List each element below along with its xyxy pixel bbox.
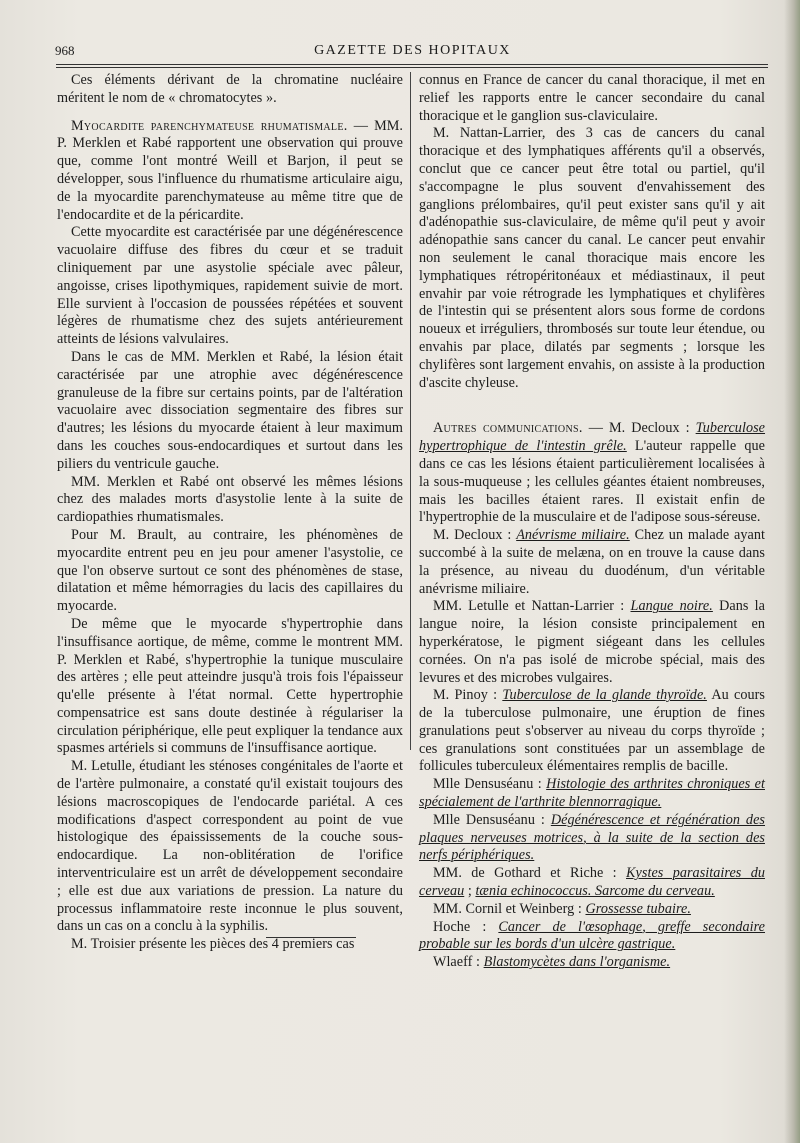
paragraph: Cette myocardite est caractérisée par une dégénérescence vacuolaire diffuse des fibres du cœur et se traduit cliniquement par une asystolie spéciale avec pâleur, angoisse, crises lipothymiques, rapidement suivie de mort. Elle survient à l'occasion de poussées répétées et souvent légères de rhumatisme chez des sujets antérieurement atteints de lésions valvulaires. [57, 224, 403, 348]
work-title: Langue noire. [630, 598, 713, 615]
communication-item: MM. de Gothard et Riche : Kystes parasitaires du cerveau ; tænia echinococcus. Sarcome du cerveau. [419, 865, 765, 900]
communication-item: MM. Cornil et Weinberg : Grossesse tubaire. [433, 900, 691, 917]
paragraph: De même que le myocarde s'hypertrophie dans l'insuffisance aortique, de même, comme le montrent MM. P. Merklen et Rabé, s'hypertrophie la tunique musculaire des artères ; elle peut atteindre jusqu'à trois fois l'épaisseur qu'elle présente à l'état normal. Cette hypertrophie compensatrice est sans doute destinée à régulariser la circulation périphérique, elle peut expliquer la tendance aux spasmes artériels si communs de l'insuffisance aortique. [57, 615, 403, 757]
page-header [55, 43, 770, 63]
work-title: Kystes parasitaires du cerveau [419, 865, 765, 900]
end-rule [266, 937, 356, 938]
paragraph-body: — MM. P. Merklen et Rabé rapportent une observation qui prouve que, comme l'ont montré Weill et Barjon, il peut se développer, sous l'influence du rhumatisme articulaire aigu, de la myocardite parenchymateuse au même titre que de l'endocardite et de la péricardite. [57, 117, 403, 223]
paragraph: connus en France de cancer du canal thoracique, il met en relief les rapports entre le cancer secondaire du canal thoracique et le ganglion sus-claviculaire. [419, 72, 765, 124]
page-number: 968 [55, 43, 75, 58]
work-title: Blastomycètes dans l'organisme. [483, 954, 671, 971]
work-title: Tuberculose hypertrophique de l'intestin grêle. [419, 420, 766, 455]
communication-item: M. Pinoy : Tuberculose de la glande thyroïde. Au cours de la tuberculose pulmonaire, une éruption de fines granulations peut s'observer au niveau du corps thyroïde ; ces granulations sont constituées par un assemblage de follicules tuberculeux élémentaires remplis de bacille. [419, 687, 765, 775]
section-myocardite [57, 118, 403, 225]
communication-item: Mlle Densuséanu : Histologie des arthrites chroniques et spécialement de l'arthrite blennorragique. [419, 776, 765, 811]
communication-item: M. Decloux : Anévrisme miliaire. Chez un malade ayant succombé à la suite de melæna, on en trouve la cause dans la présence, au niveau du duodénum, d'un véritable anévrisme miliaire. [419, 527, 765, 597]
communication-item: Mlle Densuséanu : Dégénérescence et régénération des plaques nerveuses motrices, à la suite de la section des nerfs périphériques. [419, 811, 765, 864]
page-edge-shadow [784, 0, 800, 1143]
work-title: Cancer de l'œsophage, greffe secondaire probable sur les bords d'un ulcère gastrique. [419, 918, 765, 953]
work-title: Grossesse tubaire. [585, 900, 691, 917]
communication-item: Hoche : Cancer de l'œsophage, greffe secondaire probable sur les bords d'un ulcère gastrique. [419, 918, 765, 953]
header-rule [56, 64, 768, 68]
paragraph: Dans le cas de MM. Merklen et Rabé, la lésion était caractérisée par une atrophie avec dégénérescence granuleuse de la fibre sur certains points, par de l'altération vacuolaire avec dissociation segmentaire des fibres sur d'autres; les lésions du myocarde étaient à leur maximum dans les couches sous-endocardiques et surtout dans les piliers du ventricule gauche. [57, 348, 403, 472]
work-title: Dégénérescence et régénération des plaques nerveuses motrices, à la suite de la section des nerfs périphériques. [419, 811, 765, 864]
paragraph: M. Nattan-Larrier, des 3 cas de cancers du canal thoracique et des lymphatiques afférents qu'il a observés, conclut que ce cancer peut être total ou partiel, qu'il s'accompagne le plus souvent d'envahissement des ganglions prélombaires, qu'il peut exister sans qu'il y ait d'adénopathie sus-claviculaire, de même qu'il peut y avoir adénopathie sans cancer du canal. Le cancer peut envahir non seulement le canal thoracique mais encore les lymphatiques rétropéritonéaux et médiastinaux, il peut envahir par voie rétrograde les lymphatiques et chylifères de l'intestin qui se présentent alors sous forme de cordons noueux et irréguliers, thrombosés sur toute leur étendue, ou envahis par place, dilatés par segments ; lorsque les chylifères sont largement envahis, on assiste à la production d'ascite chyleuse. [419, 125, 765, 391]
left-column [57, 72, 403, 954]
work-title: Histologie des arthrites chroniques et spécialement de l'arthrite blennorragique. [419, 776, 765, 811]
paragraph: Ces éléments dérivant de la chromatine nucléaire méritent le nom de « chromatocytes ». [57, 72, 403, 106]
communication-item: MM. Letulle et Nattan-Larrier : Langue noire. Dans la langue noire, la lésion consiste principalement en hyperkératose, le pigment siégeant dans les cellules cornées. On n'a pas isolé de microbe spécial, mais des levures et des microbes vulgaires. [419, 598, 766, 686]
communication-item: Wlaeff : Blastomycètes dans l'organisme. [433, 954, 671, 971]
paragraph: M. Letulle, étudiant les sténoses congénitales de l'aorte et de l'artère pulmonaire, a constaté qu'il existait toujours des lésions macroscopiques de l'endocarde pariétal. A ces modifications d'aspect correspondent au point de vue histologique des épaississements de la couche sous-endocardique. La non-oblitération de l'orifice interventriculaire est un arrêt de développement secondaire ; elle est due aux variations de pression. La nature du processus inflammatoire reste inconnue le plus souvent, dans un cas on a conclu à la syphilis. [57, 758, 403, 935]
work-title: Anévrisme miliaire. [516, 527, 630, 544]
right-column [419, 72, 765, 972]
work-title: Tuberculose de la glande thyroïde. [502, 687, 707, 704]
section-title: Myocardite parenchymateuse rhumatismale. [71, 117, 348, 134]
section-autres-communications: Autres communications. — M. Decloux : Tuberculose hypertrophique de l'intestin grêle. L'auteur rappelle que dans ce cas les lésions étaient particulièrement localisées à la sous-muqueuse ; les cellules géantes étaient nombreuses, mais les bacilles étaient rares. Il existait enfin de l'hypertrophie de la musculaire et de l'adipose sous-séreuse. [419, 420, 766, 526]
work-title: tænia echinococcus. Sarcome du cerveau. [475, 883, 715, 900]
section-title: Autres communications. [433, 420, 583, 437]
paragraph: MM. Merklen et Rabé ont observé les mêmes lésions chez des malades morts d'asystolie lente à la suite de cardiopathies rhumatismales. [57, 473, 403, 526]
running-title: GAZETTE DES HOPITAUX [314, 43, 511, 58]
paragraph: Pour M. Brault, au contraire, les phénomènes de myocardite entrent peu en jeu pour amener l'asystolie, ce que l'on observe surtout ce sont des phénomènes de stase, dilatation et même hémorragies du lacis des capillaires du myocarde. [57, 526, 403, 615]
paragraph: M. Troisier présente les pièces des 4 premiers cas [71, 936, 355, 953]
column-divider [410, 72, 411, 750]
